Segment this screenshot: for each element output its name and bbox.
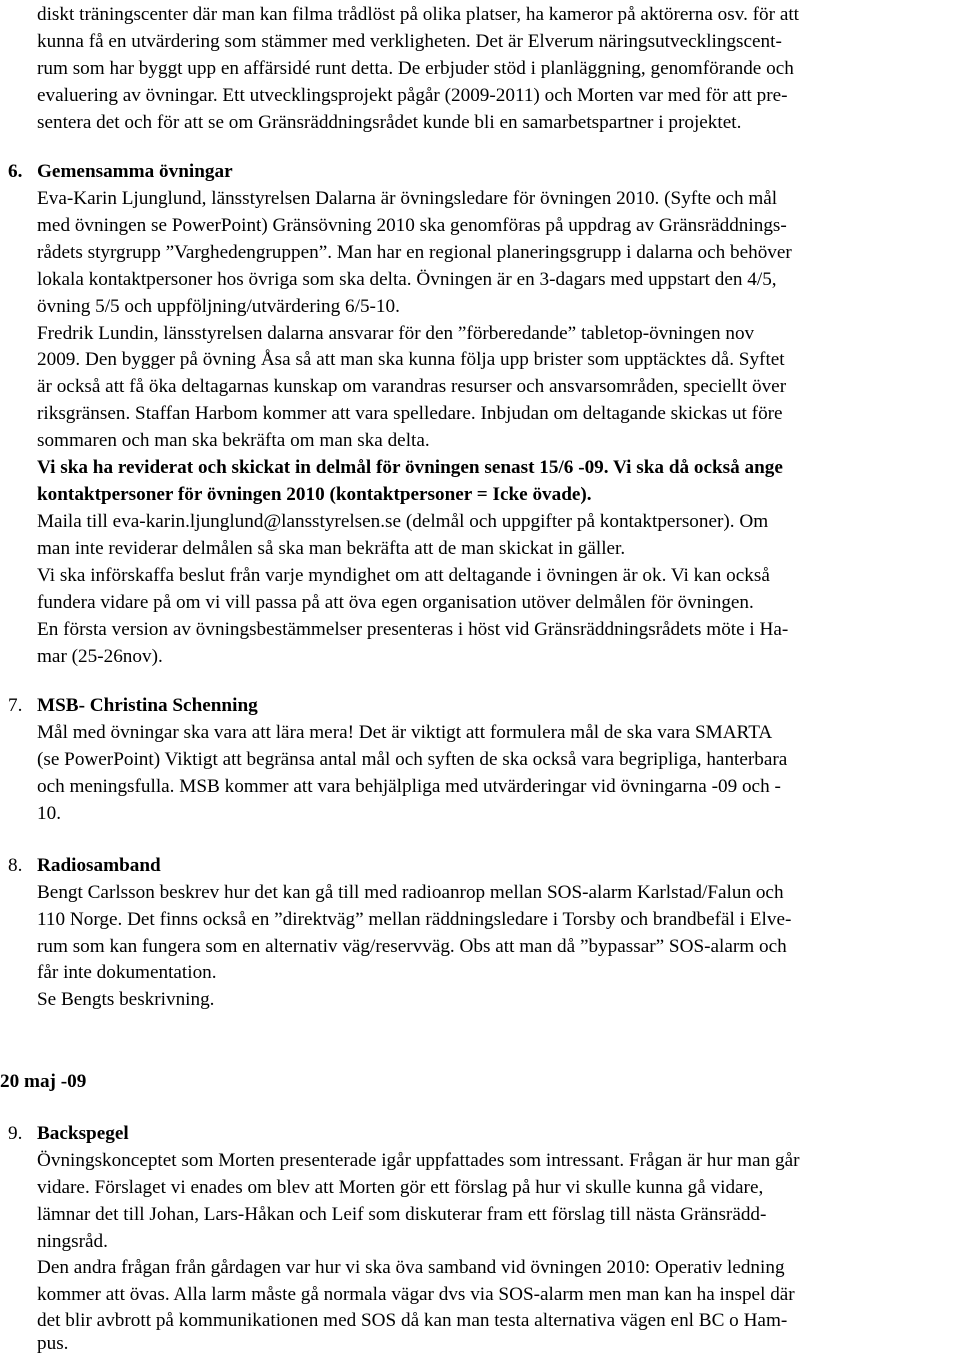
text-line: riksgränsen. Staffan Harbom kommer att vara spelledare. Inbjudan om deltagande skickas ut före [37, 403, 783, 424]
section-title: Gemensamma övningar [37, 161, 233, 182]
text-line: det blir avbrott på kommunikationen med SOS då kan man testa alternativa vägen enl BC o Ham- [37, 1310, 788, 1331]
section-number: 8. [8, 855, 23, 876]
text-line: fundera vidare på om vi vill passa på att öva egen organisation utöver delmålen för övningen. [37, 592, 754, 613]
date-heading: 20 maj -09 [0, 1071, 87, 1092]
text-line: Se Bengts beskrivning. [37, 989, 215, 1010]
text-line: Fredrik Lundin, länsstyrelsen dalarna ansvarar för den ”förberedande” tabletop-övningen nov [37, 323, 755, 344]
text-line: 10. [37, 803, 61, 824]
text-line: Eva-Karin Ljunglund, länsstyrelsen Dalarna är övningsledare för övningen 2010. (Syfte och mål [37, 188, 778, 209]
text-line: pus. [37, 1333, 69, 1354]
text-line: Maila till eva-karin.ljunglund@lansstyrelsen.se (delmål och uppgifter på kontaktpersoner). Om [37, 511, 769, 532]
text-line: diskt träningscenter där man kan filma trådlöst på olika platser, ha kameror på aktörerna osv. för att [37, 4, 800, 25]
text-line: Övningskonceptet som Morten presenterade igår uppfattades som intressant. Frågan är hur man går [37, 1150, 800, 1171]
text-line: rum som kan fungera som en alternativ väg/reservväg. Obs att man då ”bypassar” SOS-alarm och [37, 936, 787, 957]
text-line: övning 5/5 och uppföljning/utvärdering 6/5-10. [37, 296, 400, 317]
bold-text-line: kontaktpersoner för övningen 2010 (kontaktpersoner = Icke övade). [37, 484, 592, 505]
text-line: man inte reviderar delmålen så ska man bekräfta att de man skickat in gäller. [37, 538, 626, 559]
section-title: MSB- Christina Schenning [37, 695, 258, 716]
text-line: Mål med övningar ska vara att lära mera! Det är viktigt att formulera mål de ska vara SMARTA [37, 722, 773, 743]
section-number: 9. [8, 1123, 23, 1144]
text-line: vidare. Förslaget vi enades om blev att Morten gör ett förslag på hur vi skulle kunna gå vidare, [37, 1177, 764, 1198]
text-line: sentera det och för att se om Gränsräddningsrådet kunde bli en samarbetspartner i projektet. [37, 112, 742, 133]
text-line: kommer att övas. Alla larm måste gå normala vägar dvs via SOS-alarm men man kan ha inspel där [37, 1284, 795, 1305]
text-line: är också att få öka deltagarnas kunskap om varandras resurser och ansvarsområden, speciellt över [37, 376, 787, 397]
text-line: 110 Norge. Det finns också en ”direktväg” mellan räddningsledare i Torsby och brandbefäl i Elve- [37, 909, 792, 930]
text-line: ningsråd. [37, 1231, 108, 1252]
text-line: med övningen se PowerPoint) Gränsövning 2010 ska genomföras på uppdrag av Gränsräddnings- [37, 215, 787, 236]
bold-text-line: Vi ska ha reviderat och skickat in delmål för övningen senast 15/6 -09. Vi ska då också ange [37, 457, 783, 478]
text-line: En första version av övningsbestämmelser presenteras i höst vid Gränsräddningsrådets möte i Ha- [37, 619, 789, 640]
section-number: 7. [8, 695, 23, 716]
text-line: och meningsfulla. MSB kommer att vara behjälpliga med utvärderingar vid övningarna -09 och - [37, 776, 781, 797]
text-line: evaluering av övningar. Ett utvecklingsprojekt pågår (2009-2011) och Morten var med för att pre- [37, 85, 788, 106]
text-line: kunna få en utvärdering som stämmer med verkligheten. Det är Elverum näringsutvecklingscent- [37, 31, 782, 52]
text-line: rådets styrgrupp ”Varghedengruppen”. Man har en regional planeringsgrupp i dalarna och behöver [37, 242, 792, 263]
text-line: Den andra frågan från gårdagen var hur vi ska öva samband vid övningen 2010: Operativ ledning [37, 1257, 785, 1278]
text-line: (se PowerPoint) Viktigt att begränsa antal mål och syften de ska också vara begripliga, hanterbara [37, 749, 788, 770]
section-title: Radiosamband [37, 855, 161, 876]
text-line: mar (25-26nov). [37, 646, 163, 667]
text-line: sommaren och man ska bekräfta om man ska delta. [37, 430, 430, 451]
section-title: Backspegel [37, 1123, 129, 1144]
text-line: Bengt Carlsson beskrev hur det kan gå till med radioanrop mellan SOS-alarm Karlstad/Falun och [37, 882, 784, 903]
text-line: lokala kontaktpersoner hos övriga som ska delta. Övningen är en 3-dagars med uppstart den 4/5, [37, 269, 777, 290]
text-line: Vi ska införskaffa beslut från varje myndighet om att deltagande i övningen är ok. Vi kan också [37, 565, 770, 586]
text-line: lämnar det till Johan, Lars-Håkan och Leif som diskuterar fram ett förslag till nästa Gränsrädd- [37, 1204, 767, 1225]
section-number: 6. [8, 161, 23, 182]
text-line: 2009. Den bygger på övning Åsa så att man ska kunna följa upp brister som upptäcktes då. Syftet [37, 349, 785, 370]
text-line: rum som har byggt upp en affärsidé runt detta. De erbjuder stöd i planläggning, genomförande och [37, 58, 794, 79]
text-line: får inte dokumentation. [37, 962, 217, 983]
